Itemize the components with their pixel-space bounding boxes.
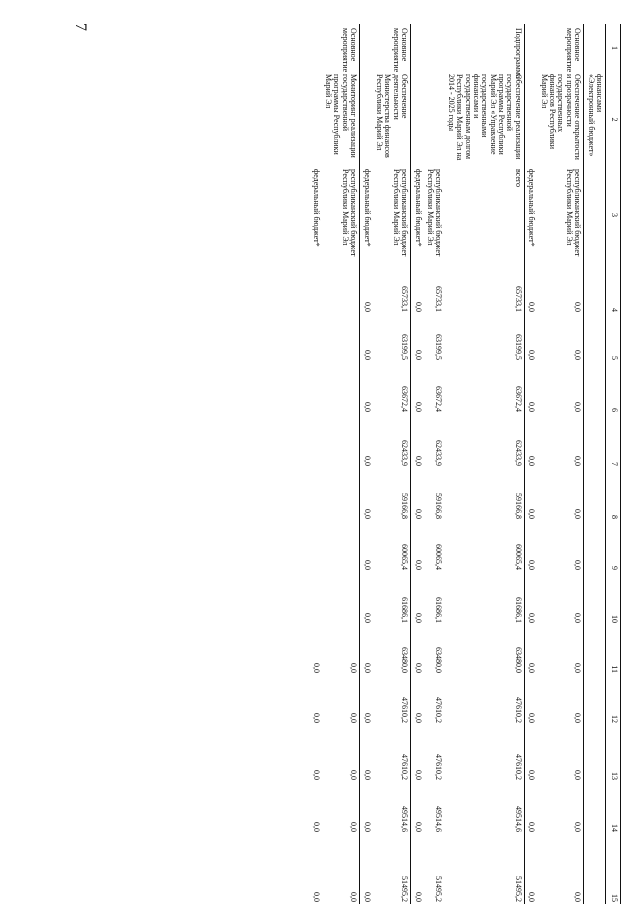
value-cell [584, 782, 606, 834]
value-cell: 0,0 [362, 770, 372, 780]
row-name-cell [411, 72, 424, 167]
value-cell: 60065,4 [444, 521, 524, 572]
value-cell: 47610,2 [444, 675, 524, 725]
value-cell: 0,0 [311, 892, 321, 902]
value-cell [309, 314, 321, 362]
row-type-cell [411, 24, 424, 72]
value-cell: 0,0 [537, 314, 583, 362]
table-row [360, 24, 373, 904]
table-row [309, 24, 321, 904]
row-type-cell [360, 24, 373, 72]
value-cell [584, 468, 606, 521]
value-cell: 63480,0 [434, 647, 444, 673]
value-cell: 0,0 [537, 468, 583, 521]
value-cell: 0,0 [413, 822, 423, 832]
value-cell: 0,0 [537, 572, 583, 625]
row-name-cell [524, 72, 537, 167]
value-cell: 59166,8 [373, 468, 411, 521]
value-cell: 0,0 [362, 892, 372, 902]
value-cell: 0,0 [527, 509, 537, 519]
value-cell: 0,0 [413, 456, 423, 466]
value-cell [309, 263, 321, 314]
value-cell: 63480,0 [373, 625, 411, 675]
row-type-cell [309, 24, 321, 72]
value-cell: 0,0 [527, 892, 537, 902]
value-cell [322, 414, 360, 468]
value-cell: 0,0 [322, 675, 360, 725]
value-cell: 0,0 [527, 350, 537, 360]
value-cell: 63199,5 [444, 314, 524, 362]
value-cell: 0,0 [362, 713, 372, 723]
value-cell [322, 263, 360, 314]
value-cell: 63199,5 [373, 314, 411, 362]
value-cell: 0,0 [322, 725, 360, 782]
value-cell: 51495,2 [434, 876, 444, 902]
row-type-cell: Основное мероприятие [373, 24, 411, 72]
value-cell [584, 414, 606, 468]
value-cell: 60065,4 [434, 544, 444, 570]
value-cell [309, 414, 321, 468]
value-cell: 60065,4 [373, 521, 411, 572]
value-cell [584, 362, 606, 414]
row-name-cell [360, 72, 373, 167]
column-header-8: 8 [606, 468, 621, 521]
value-cell: 0,0 [537, 521, 583, 572]
value-cell [309, 362, 321, 414]
value-cell: 0,0 [362, 456, 372, 466]
column-header-5: 5 [606, 314, 621, 362]
value-cell: 0,0 [537, 782, 583, 834]
value-cell [309, 572, 321, 625]
value-cell: 0,0 [311, 770, 321, 780]
table-row [424, 24, 445, 904]
row-name-cell: финансами «Электронный бюджет» [586, 74, 604, 157]
value-cell: 47610,2 [434, 697, 444, 723]
value-cell: 62433,9 [434, 440, 444, 466]
value-cell: 0,0 [413, 892, 423, 902]
value-cell: 0,0 [322, 625, 360, 675]
value-cell: 0,0 [362, 822, 372, 832]
row-type-cell [524, 24, 537, 72]
row-type-cell [584, 24, 606, 72]
column-header-6: 6 [606, 362, 621, 414]
value-cell: 61686,1 [373, 572, 411, 625]
column-header-7: 7 [606, 414, 621, 468]
column-header-9: 9 [606, 521, 621, 572]
table-row [411, 24, 424, 904]
budget-table [309, 24, 621, 904]
funding-source-cell: республиканский бюджет Республики Марий Эл [537, 167, 583, 263]
table-row [524, 24, 537, 904]
funding-source-cell: республиканский бюджет Республики Марий Эл [425, 169, 444, 257]
value-cell: 0,0 [362, 613, 372, 623]
value-cell: 0,0 [413, 509, 423, 519]
value-cell: 0,0 [537, 362, 583, 414]
value-cell: 61686,1 [444, 572, 524, 625]
row-name-cell: Обеспечение деятельности Министерства финансов Республики Марий Эл [373, 72, 411, 167]
value-cell: 63672,4 [444, 362, 524, 414]
value-cell [322, 362, 360, 414]
value-cell: 0,0 [537, 725, 583, 782]
value-cell: 47610,2 [373, 725, 411, 782]
rotated-table-container [113, 24, 621, 904]
row-name-cell: Мониторинг реализации государственной программы Республики Марий Эл [322, 72, 360, 167]
page-number: 7 [72, 23, 89, 31]
value-cell: 0,0 [527, 302, 537, 312]
value-cell: 61686,1 [434, 597, 444, 623]
table-row [537, 24, 583, 904]
value-cell: 0,0 [362, 560, 372, 570]
funding-source-cell: федеральный бюджет* [527, 169, 537, 247]
row-type-cell [424, 24, 445, 72]
value-cell [322, 314, 360, 362]
value-cell: 0,0 [413, 402, 423, 412]
row-name-cell [424, 72, 445, 167]
value-cell: 62433,9 [444, 414, 524, 468]
value-cell: 0,0 [322, 782, 360, 834]
value-cell: 49514,6 [434, 806, 444, 832]
table-row [373, 24, 411, 904]
value-cell [584, 314, 606, 362]
value-cell: 0,0 [413, 350, 423, 360]
funding-source-cell: республиканский бюджет Республики Марий Эл [322, 167, 360, 263]
table-row [322, 24, 360, 904]
value-cell: 0,0 [362, 663, 372, 673]
value-cell: 65733,1 [434, 286, 444, 312]
funding-source-cell: федеральный бюджет* [362, 169, 372, 247]
row-type-cell: Основное мероприятие [537, 24, 583, 72]
value-cell: 0,0 [413, 560, 423, 570]
row-name-cell: Обеспечение открытости и прозрачности государственных финансов Республики Марий Эл [537, 72, 583, 167]
column-header-12: 12 [606, 675, 621, 725]
value-cell [322, 572, 360, 625]
value-cell: 65733,1 [373, 263, 411, 314]
value-cell: 63672,4 [434, 386, 444, 412]
value-cell: 0,0 [527, 663, 537, 673]
column-header-3: 3 [606, 167, 621, 263]
value-cell [584, 572, 606, 625]
value-cell: 0,0 [527, 456, 537, 466]
value-cell: 0,0 [537, 625, 583, 675]
value-cell: 0,0 [527, 713, 537, 723]
column-header-4: 4 [606, 263, 621, 314]
value-cell: 65733,1 [444, 263, 524, 314]
value-cell: 62433,9 [373, 414, 411, 468]
value-cell: 0,0 [537, 675, 583, 725]
column-header-15: 15 [606, 834, 621, 904]
value-cell [584, 834, 606, 904]
value-cell: 63199,5 [434, 334, 444, 360]
value-cell [584, 675, 606, 725]
value-cell: 0,0 [527, 402, 537, 412]
table-body [309, 24, 605, 904]
value-cell: 0,0 [527, 822, 537, 832]
value-cell: 51495,2 [444, 834, 524, 904]
value-cell: 0,0 [362, 509, 372, 519]
value-cell: 0,0 [413, 770, 423, 780]
column-header-13: 13 [606, 725, 621, 782]
value-cell: 47610,2 [434, 754, 444, 780]
value-cell: 0,0 [537, 263, 583, 314]
column-header-11: 11 [606, 625, 621, 675]
value-cell [309, 468, 321, 521]
funding-source-cell: республиканский бюджет Республики Марий Эл [373, 167, 411, 263]
value-cell: 0,0 [527, 560, 537, 570]
value-cell: 0,0 [413, 613, 423, 623]
value-cell: 0,0 [362, 302, 372, 312]
value-cell: 51495,2 [373, 834, 411, 904]
value-cell: 0,0 [322, 834, 360, 904]
value-cell: 0,0 [311, 713, 321, 723]
value-cell: 0,0 [311, 822, 321, 832]
value-cell: 49514,6 [373, 782, 411, 834]
value-cell: 0,0 [413, 302, 423, 312]
value-cell: 0,0 [413, 663, 423, 673]
column-header-1: 1 [606, 24, 621, 72]
table-row [584, 24, 606, 904]
value-cell [584, 263, 606, 314]
funding-source-cell: всего [444, 167, 524, 263]
value-cell [584, 625, 606, 675]
row-name-cell [309, 72, 321, 167]
value-cell: 63672,4 [373, 362, 411, 414]
column-header-14: 14 [606, 782, 621, 834]
value-cell [584, 521, 606, 572]
value-cell: 59166,8 [444, 468, 524, 521]
value-cell: 47610,2 [373, 675, 411, 725]
row-type-cell: Основное мероприятие [322, 24, 360, 72]
value-cell [584, 725, 606, 782]
value-cell: 0,0 [311, 663, 321, 673]
value-cell: 0,0 [537, 414, 583, 468]
value-cell [322, 468, 360, 521]
value-cell [309, 521, 321, 572]
header-row [606, 24, 621, 904]
row-type-cell: Подпрограмма [444, 24, 524, 72]
value-cell [322, 521, 360, 572]
table-row [444, 24, 524, 904]
funding-source-cell: федеральный бюджет* [311, 169, 321, 247]
value-cell: 0,0 [527, 613, 537, 623]
value-cell: 63480,0 [444, 625, 524, 675]
row-name-cell: Обеспечение реализации государственной программы Республики Марий Эл «Управление государственными финансами и государственным долгом Республики Марий Эл на 2014 - 2025 годы [444, 72, 524, 167]
funding-source-cell [584, 167, 606, 263]
value-cell: 0,0 [413, 713, 423, 723]
value-cell: 0,0 [362, 402, 372, 412]
value-cell: 0,0 [362, 350, 372, 360]
column-header-2: 2 [606, 72, 621, 167]
value-cell: 49514,6 [444, 782, 524, 834]
value-cell: 47610,2 [444, 725, 524, 782]
value-cell: 0,0 [527, 770, 537, 780]
column-header-10: 10 [606, 572, 621, 625]
value-cell: 59166,8 [434, 493, 444, 519]
funding-source-cell: федеральный бюджет* [413, 169, 423, 247]
value-cell: 0,0 [537, 834, 583, 904]
